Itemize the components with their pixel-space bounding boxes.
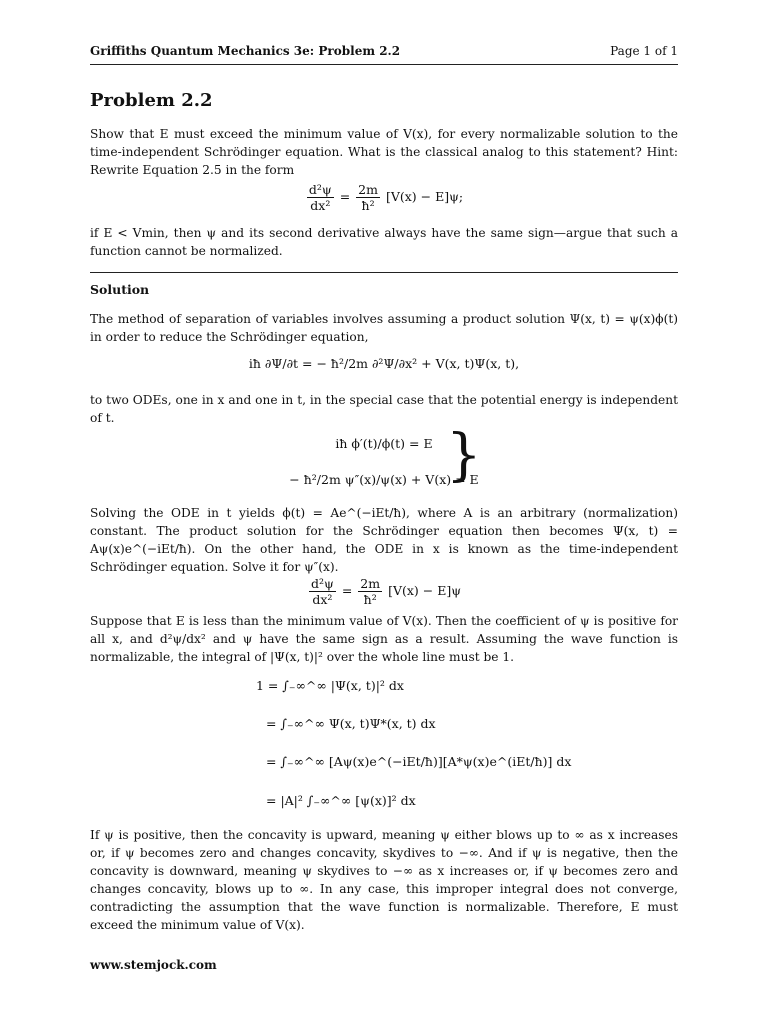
page-header — [90, 44, 678, 64]
eq1-left-den: dx² — [310, 198, 331, 213]
section-rule — [90, 272, 678, 273]
integral-line-3: = ∫₋∞^∞ [Aψ(x)e^(−iEt/ħ)][A*ψ(x)e^(iEt/ħ)] dx — [266, 754, 572, 769]
integral-line-4: = |A|² ∫₋∞^∞ [ψ(x)]² dx — [266, 793, 416, 808]
eq1-mid-den: ħ² — [361, 198, 375, 213]
solution-paragraph-4: Suppose that E is less than the minimum value of V(x). Then the coefficient of ψ is positive for all x, and d²ψ/dx² and ψ have the same sign as a result. Assuming the wave function is normalizable, the integral of |Ψ(x, t)|² over the whole line must be 1. — [90, 614, 678, 664]
document-page — [90, 0, 678, 1024]
tise-left-den: dx² — [312, 592, 333, 607]
eq1-left-num: d²ψ — [308, 182, 332, 197]
integral-line-1: 1 = ∫₋∞^∞ |Ψ(x, t)|² dx — [256, 678, 404, 693]
problem-paragraph-1: Show that E must exceed the minimum value of V(x), for every normalizable solution to the time-independent Schrödinger equation. What is the classical analog to this statement? Hint: Rewrite Equation 2.5 in the form — [90, 127, 678, 177]
ode-time: iħ ϕ′(t)/ϕ(t) = E — [335, 436, 433, 451]
system-brace: } — [446, 423, 482, 488]
problem-paragraph-2: if E < Vmin, then ψ and its second derivative always have the same sign—argue that such a function cannot be normalized. — [90, 226, 678, 258]
header-title: Griffiths Quantum Mechanics 3e: Problem 2.2 — [90, 44, 401, 58]
header-page-number: Page 1 of 1 — [610, 44, 678, 58]
solution-paragraph-5: If ψ is positive, then the concavity is upward, meaning ψ either blows up to ∞ as x increases or, if ψ becomes zero and changes concavity, skydives to −∞. And if ψ is negative, then the concavity is downward, meaning ψ skydives to −∞ as x increases or, if ψ becomes zero and changes concavity, blows up to ∞. In any case, this improper integral does not converge, contradicting the assumption that the wave function is normalizable. Therefore, E must exceed the minimum value of V(x). — [90, 828, 678, 932]
tise-mid-num: 2m — [360, 576, 381, 591]
solution-paragraph-2: to two ODEs, one in x and one in t, in the special case that the potential energy is independent of t. — [90, 393, 678, 425]
eq1-tail: [V(x) − E]ψ; — [385, 189, 464, 204]
tise-equation: $\frac{\text{d²ψ}}{\text{dx²}}$ = $\frac{2m}{\text{ħ²}}$ [V(x) − E]ψ — [311, 576, 461, 607]
eq1-mid-num: 2m — [358, 182, 378, 197]
problem-title: Problem 2.2 — [90, 90, 213, 111]
problem-equation: $\frac{\text{d²ψ}}{\text{dx²}}$ = $\frac{2m}{\text{ħ²}}$ [V(x) − E]ψ; — [308, 182, 464, 213]
integral-line-2: = ∫₋∞^∞ Ψ(x, t)Ψ*(x, t) dx — [266, 716, 436, 731]
schrodinger-equation: iħ ∂Ψ/∂t = − ħ²/2m ∂²Ψ/∂x² + V(x, t)Ψ(x, t), — [248, 356, 520, 371]
footer-url: www.stemjock.com — [90, 958, 217, 972]
solution-paragraph-3: Solving the ODE in t yields ϕ(t) = Ae^(−iEt/ħ), where A is an arbitrary (normalization) constant. The product solution for the Schrödinger equation then becomes Ψ(x, t) = Aψ(x)e^(−iEt/ħ). On the other hand, the ODE in x is known as the time-independent Schrödinger equation. Solve it for ψ″(x). — [90, 506, 678, 574]
tise-tail: [V(x) − E]ψ — [388, 583, 461, 598]
ode-space: − ħ²/2m ψ″(x)/ψ(x) + V(x) = E — [289, 472, 479, 487]
solution-heading: Solution — [90, 282, 150, 297]
header-rule — [90, 64, 678, 65]
solution-paragraph-1: The method of separation of variables involves assuming a product solution Ψ(x, t) = ψ(x)ϕ(t) in order to reduce the Schrödinger equation, — [90, 312, 678, 344]
tise-left-num: d²ψ — [311, 576, 334, 591]
tise-mid-den: ħ² — [363, 592, 377, 607]
